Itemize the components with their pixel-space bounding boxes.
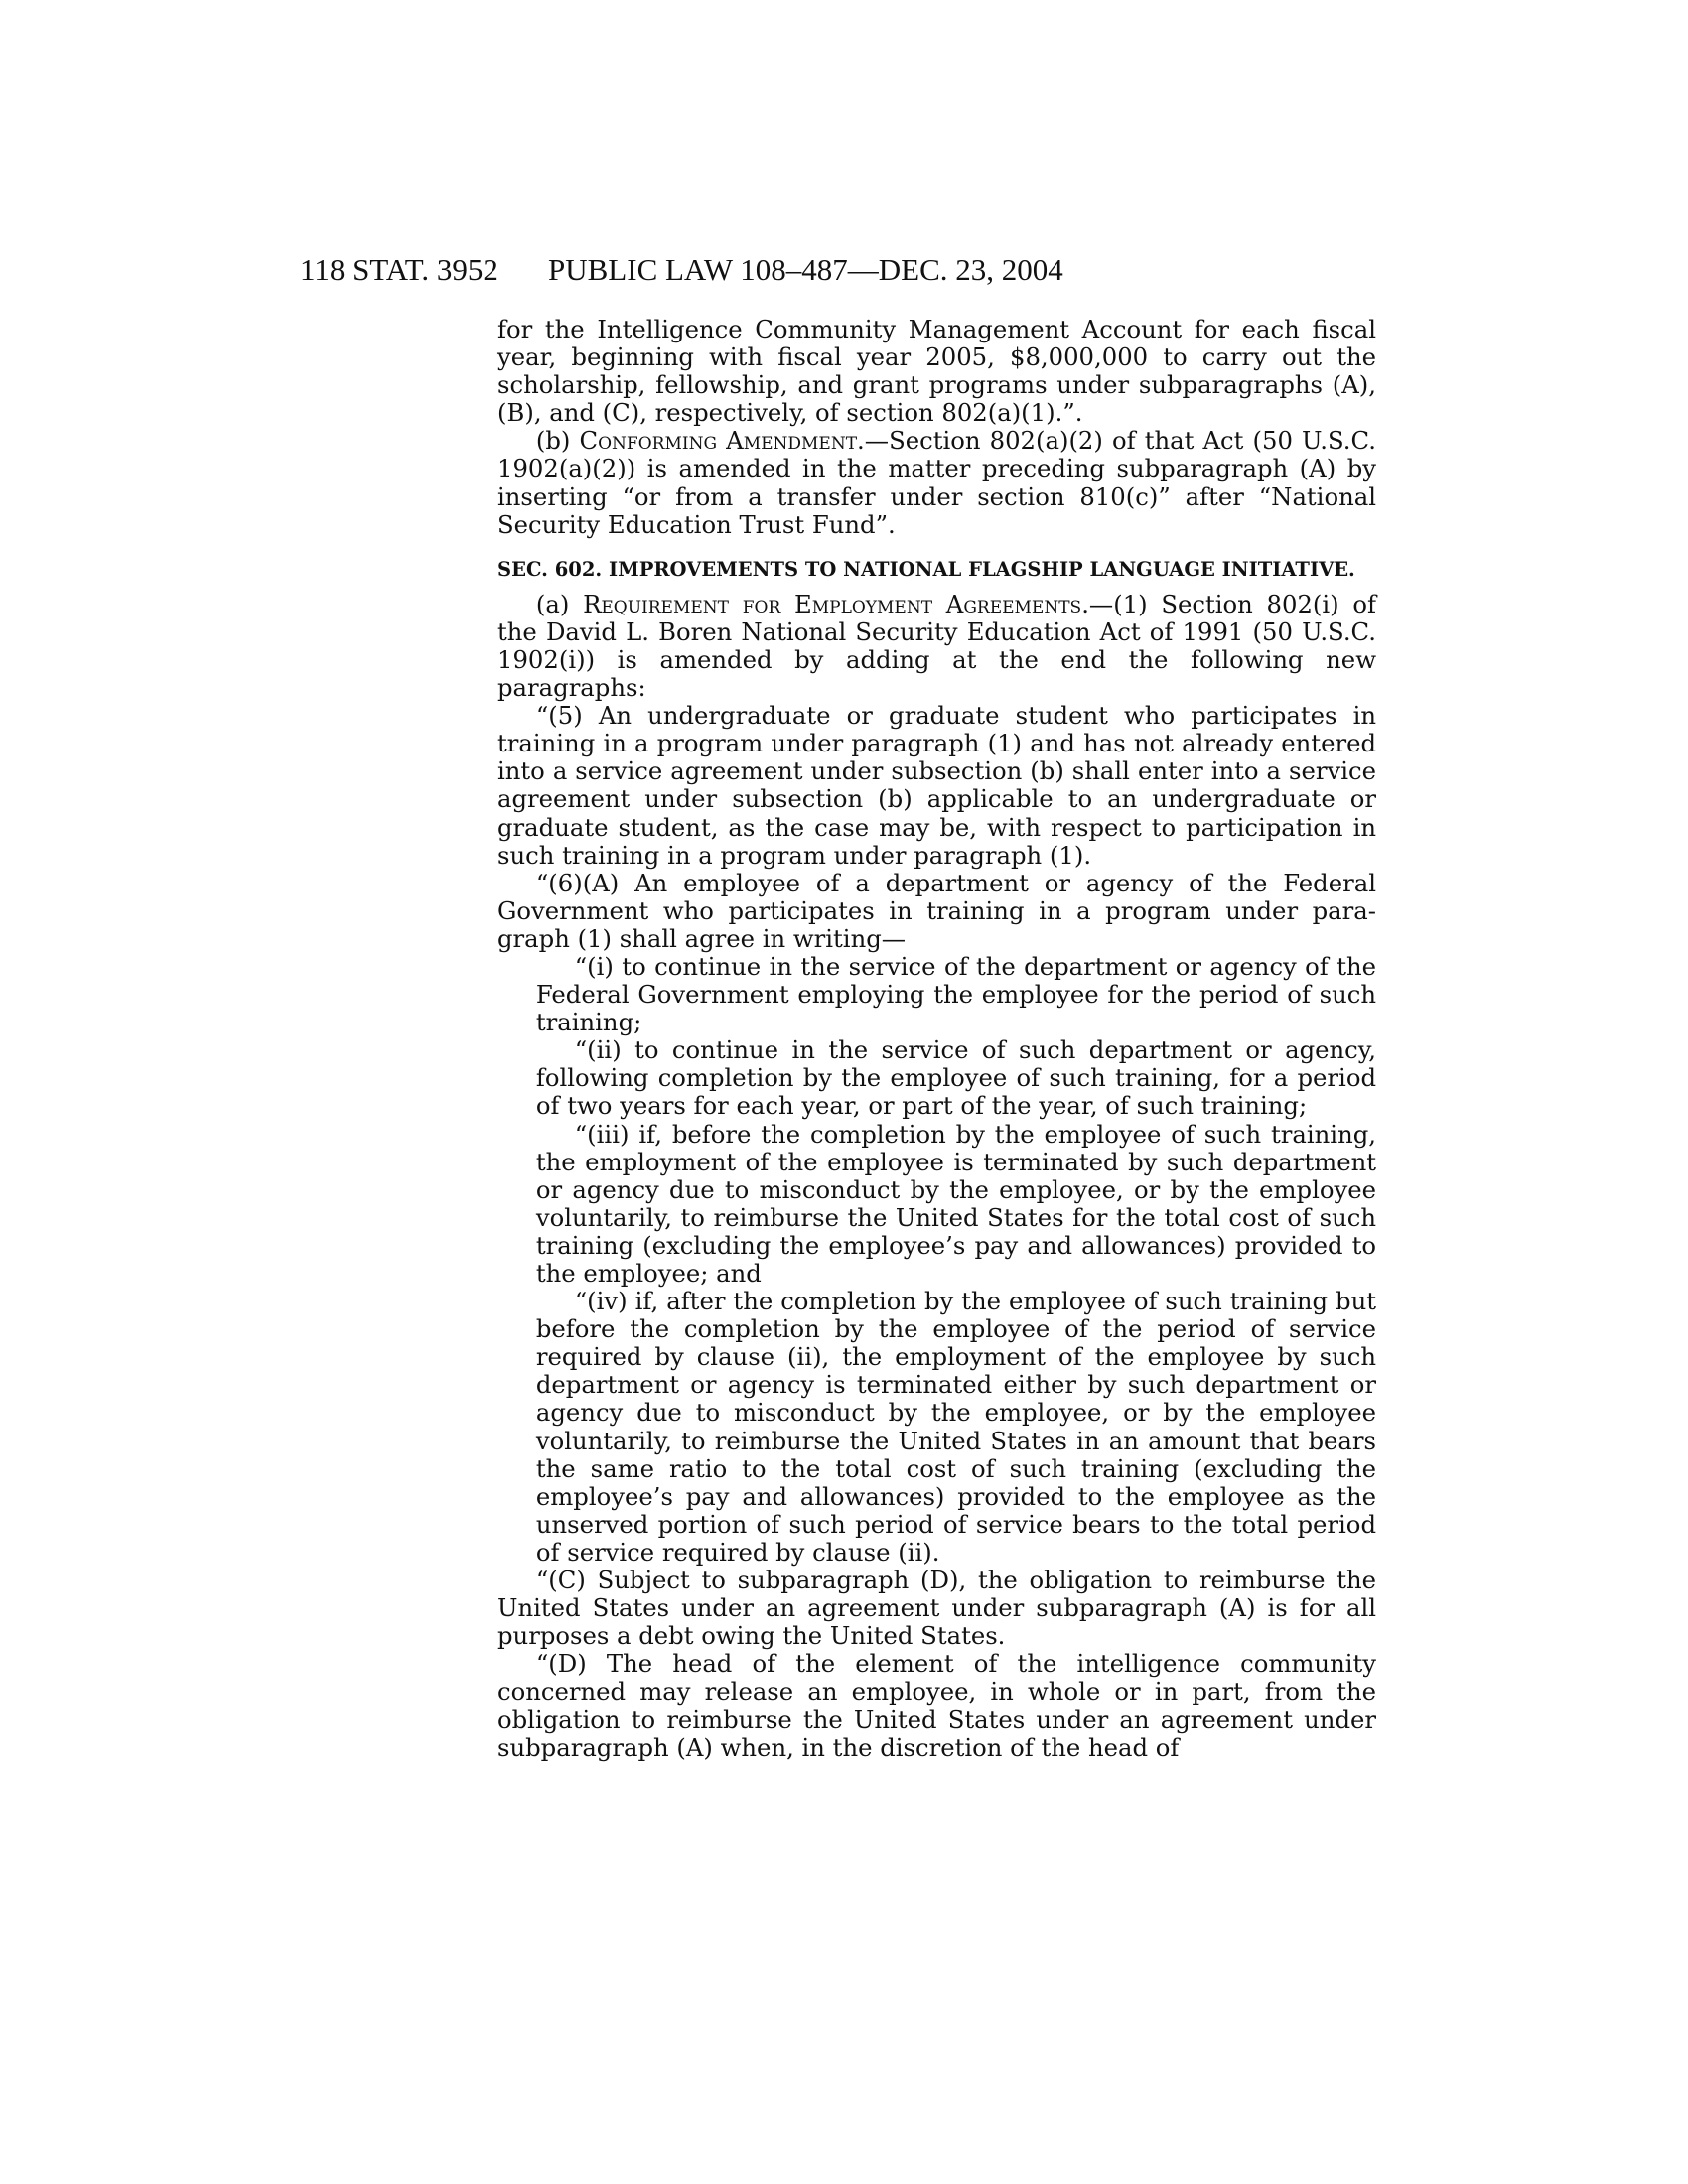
subparagraph-D: “(D) The head of the element of the intelligence community concerned may release an employee, in whole or in part, from the obligation to reimburse the United States under an agreement under subparagraph (A) when, in the discretion of the head of (497, 1649, 1376, 1762)
subsection-b-paragraph (497, 427, 1376, 538)
document-body (497, 316, 1376, 1762)
clause-iii: “(iii) if, before the completion by the employee of such training, the employment of the employee is terminated by such department or agency due to misconduct by the employee, or by the employee voluntarily, to reimburse the United States for the total cost of such training (excluding the employee’s pay and allowances) provided to the employee; and (535, 1119, 1376, 1288)
subsection-a-paragraph (497, 591, 1376, 702)
paragraph-6A: “(6)(A) An employee of a department or agency of the Federal Government who participates in training in a program under paragraph (1) shall agree in writing— (497, 868, 1376, 953)
subsection-b-text: .—Section 802(a)(2) of that Act (50 U.S.C. 1902(a)(2)) is amended in the matter preceding subparagraph (A) by inserting “or from a transfer under section 810(c)” after “National Security Education Trust Fund”. (497, 426, 1376, 539)
clause-iv: “(iv) if, after the completion by the employee of such training but before the completion by the employee of the period of service required by clause (ii), the employment of the employee by such department or agency is terminated either by such department or agency due to misconduct by the employee, or by the employee voluntarily, to reimburse the United States in an amount that bears the same ratio to the total cost of such training (excluding the employee’s pay and allowances) provided to the employee as the unserved portion of such period of service bears to the total period of service required by clause (ii). (535, 1287, 1376, 1567)
statute-page-reference: 118 STAT. 3952 (300, 252, 498, 287)
clause-i: “(i) to continue in the service of the department or agency of the Federal Government employing the employee for the period of such training; (535, 951, 1376, 1037)
clause-ii: “(ii) to continue in the service of such department or agency, following completion by the employee of such training, for a period of two years for each year, or part of the year, of such training; (535, 1035, 1376, 1121)
subsection-a-label: (a) (535, 589, 584, 618)
subsection-b-heading: Conforming Amendment (579, 426, 858, 456)
paragraph-5: “(5) An undergraduate or graduate student who participates in training in a program under paragraph (1) and has not already entered into a service agreement under subsection (b) shall enter into a service agreement under subsection (b) applicable to an undergraduate or graduate student, as the case may be, with respect to participation in such training in a program under paragraph (1). (497, 701, 1376, 870)
section-heading: SEC. 602. IMPROVEMENTS TO NATIONAL FLAGSHIP LANGUAGE INITIATIVE. (497, 557, 1355, 581)
subsection-a-heading: Requirement for Employment Agreements (583, 589, 1082, 618)
subparagraph-C: “(C) Subject to subparagraph (D), the obligation to reimburse the United States under an agreement under subparagraph (A) is for all purposes a debt owing the United States. (497, 1566, 1376, 1651)
continued-paragraph: for the Intelligence Community Management Account for each fiscal year, beginning with fiscal year 2005, $8,000,000 to carry out the scholarship, fellowship, and grant programs under subparagraphs (A), (B), and (C), respectively, of section 802(a)(1).”. (497, 315, 1376, 428)
running-header (300, 248, 1382, 292)
public-law-reference: PUBLIC LAW 108–487—DEC. 23, 2004 (548, 252, 1063, 287)
subsection-b-label: (b) (535, 426, 580, 456)
subsection-a-text: .—(1) Section 802(i) of the David L. Boren National Security Education Act of 1991 (50 U.S.C. 1902(i)) is amended by adding at the end the following new paragraphs: (497, 589, 1377, 703)
